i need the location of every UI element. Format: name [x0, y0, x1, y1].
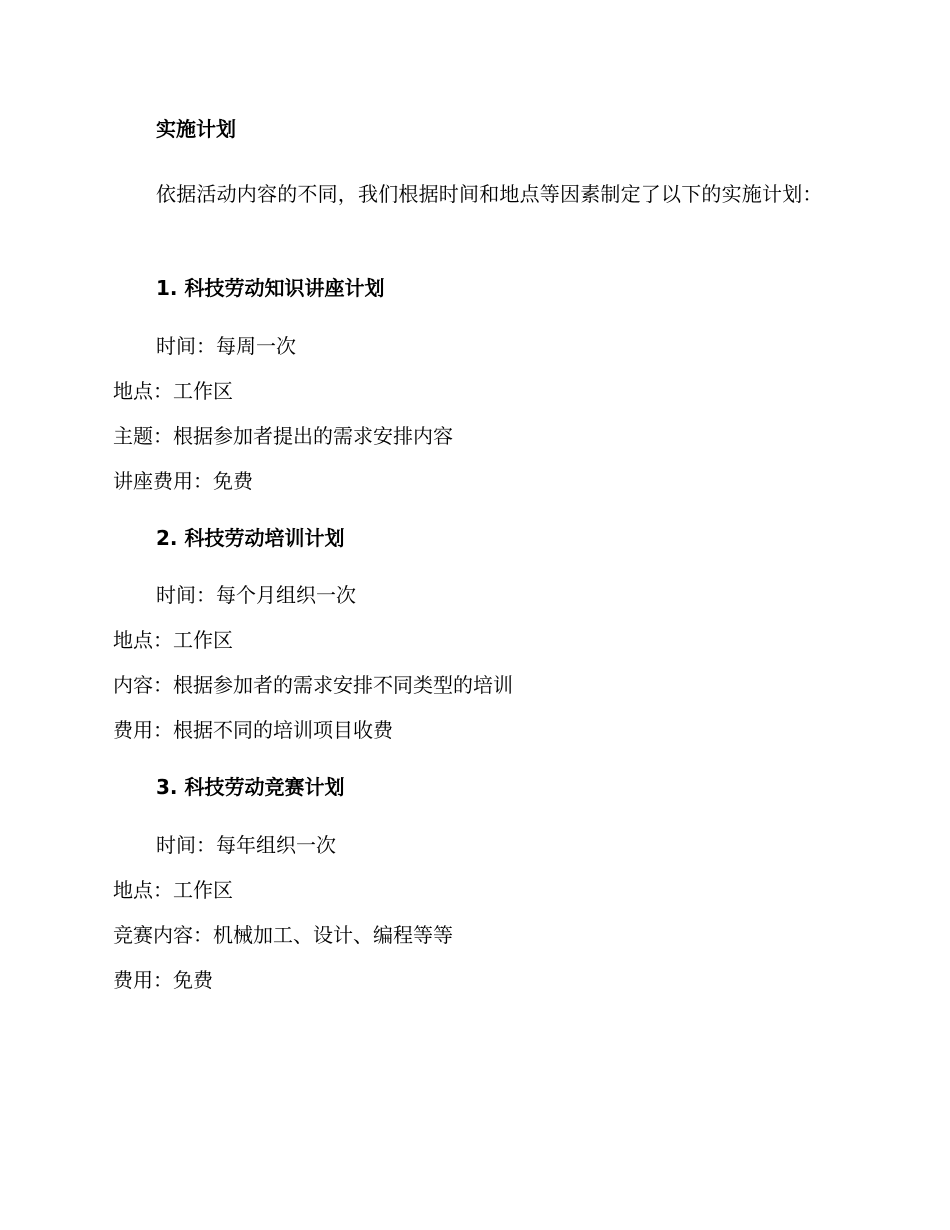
section-line: 地点：工作区 [113, 878, 233, 902]
section-line: 时间：每年组织一次 [156, 833, 336, 857]
page-title: 实施计划 [156, 117, 236, 141]
section-line: 费用：根据不同的培训项目收费 [113, 718, 393, 742]
section-line: 竞赛内容：机械加工、设计、编程等等 [113, 923, 453, 947]
section-line: 讲座费用：免费 [113, 469, 253, 493]
section-heading: 2. 科技劳动培训计划 [156, 526, 345, 550]
section-line: 主题：根据参加者提出的需求安排内容 [113, 424, 453, 448]
section-line: 费用：免费 [113, 968, 213, 992]
section-line: 内容：根据参加者的需求安排不同类型的培训 [113, 673, 513, 697]
section-line: 地点：工作区 [113, 628, 233, 652]
intro-paragraph: 依据活动内容的不同，我们根据时间和地点等因素制定了以下的实施计划： [156, 182, 823, 206]
section-line: 地点：工作区 [113, 379, 233, 403]
section-heading: 1. 科技劳动知识讲座计划 [156, 276, 385, 300]
section-line: 时间：每个月组织一次 [156, 583, 356, 607]
section-heading: 3. 科技劳动竞赛计划 [156, 775, 345, 799]
section-line: 时间：每周一次 [156, 334, 296, 358]
